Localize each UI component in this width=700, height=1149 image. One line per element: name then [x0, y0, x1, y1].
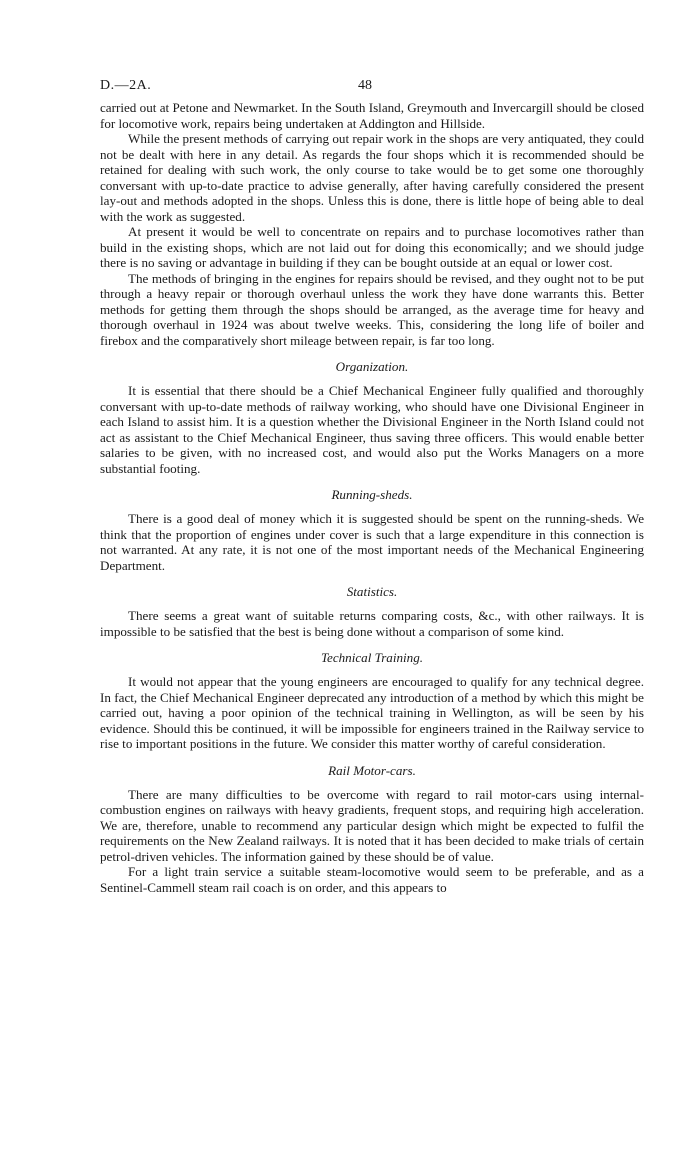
paragraph-organization: It is essential that there should be a Chief Mechanical Engineer fully qualified and thoroughly conversant with up-to-date methods of railway working, who should have one Divisional Engineer in each Island to assist him. It is a question whether the Divisional Engineer in the North Island could not act as assistant to the Chief Mechanical Engineer, thus saving three officers. This would enable better salaries to be given, with no increased cost, and would also put the Works Managers on a more substantial footing.: [100, 383, 644, 476]
section-heading-running-sheds: Running-sheds.: [331, 487, 413, 502]
paragraph-rail-motor-cars: There are many difficulties to be overcome with regard to rail motor-cars using internal-combustion engines on railways with heavy gradients, frequent stops, and requiring high acceleration. We are, therefore, unable to recommend any particular design which might be expected to fulfil the requirements on the New Zealand railways. It is noted that it has been decided to make trials of certain petrol-driven vehicles. The information gained by these should be of value.: [100, 786, 644, 864]
page-number: 48: [358, 78, 372, 93]
section-heading-organization: Organization.: [335, 359, 409, 374]
section-heading-rail-motor-cars: Rail Motor-cars.: [328, 762, 416, 778]
paragraph-repair-methods: While the present methods of carrying out repair work in the shops are very antiquated, they could not be dealt with here in any detail. As regards the four shops which it is recommended should be retained for dealing with such work, the only course to take would be to get some one thoroughly conversant with up-to-date practice to advise generally, after having carefully considered the present lay-out and methods adopted in the shops. Unless this is done, there is little hope of being able to deal with the work as suggested.: [100, 131, 644, 224]
document-page: [100, 78, 644, 895]
page-header: [100, 78, 644, 100]
document-reference: D.—2A.: [100, 78, 152, 93]
section-heading-statistics: Statistics.: [346, 584, 398, 599]
paragraph-intro-continued: carried out at Petone and Newmarket. In the South Island, Greymouth and Invercargill should be closed for locomotive work, repairs being undertaken at Addington and Hillside.: [100, 100, 644, 131]
paragraph-purchase-locomotives: At present it would be well to concentrate on repairs and to purchase locomotives rather than build in the existing shops, which are not laid out for doing this economically; and we should judge there is no saving or advantage in building if they can be bought outside at an equal or lower cost.: [100, 224, 644, 270]
paragraph-running-sheds: There is a good deal of money which it is suggested should be spent on the running-sheds. We think that the proportion of engines under cover is such that a large expenditure in this connection is not warranted. At any rate, it is not one of the most important needs of the Mechanical Engineering Department.: [100, 511, 644, 573]
paragraph-repair-scheduling: The methods of bringing in the engines for repairs should be revised, and they ought not to be put through a heavy repair or thorough overhaul unless the work they have done warrants this. Better methods for getting them through the shops should be arranged, as the average time for heavy and thorough overhaul in 1924 was about twelve weeks. This, considering the long life of boiler and firebox and the comparatively short mileage between repair, is far too long.: [100, 270, 644, 348]
paragraph-technical-training: It would not appear that the young engineers are encouraged to qualify for any technical degree. In fact, the Chief Mechanical Engineer deprecated any introduction of a method by which this might be carried out, having a poor opinion of the technical training in Wellington, as will be seen by his evidence. Should this be continued, it will be impossible for engineers trained in the Railway service to rise to important positions in the future. We consider this matter worthy of careful consideration.: [100, 674, 644, 751]
section-heading-technical-training: Technical Training.: [320, 650, 424, 665]
paragraph-steam-locomotive: For a light train service a suitable steam-locomotive would seem to be preferable, and as a Sentinel-Cammell steam rail coach is on order, and this appears to: [100, 864, 644, 895]
paragraph-statistics: There seems a great want of suitable returns comparing costs, &c., with other railways. It is impossible to be satisfied that the best is being done without a comparison of some kind.: [100, 608, 644, 639]
